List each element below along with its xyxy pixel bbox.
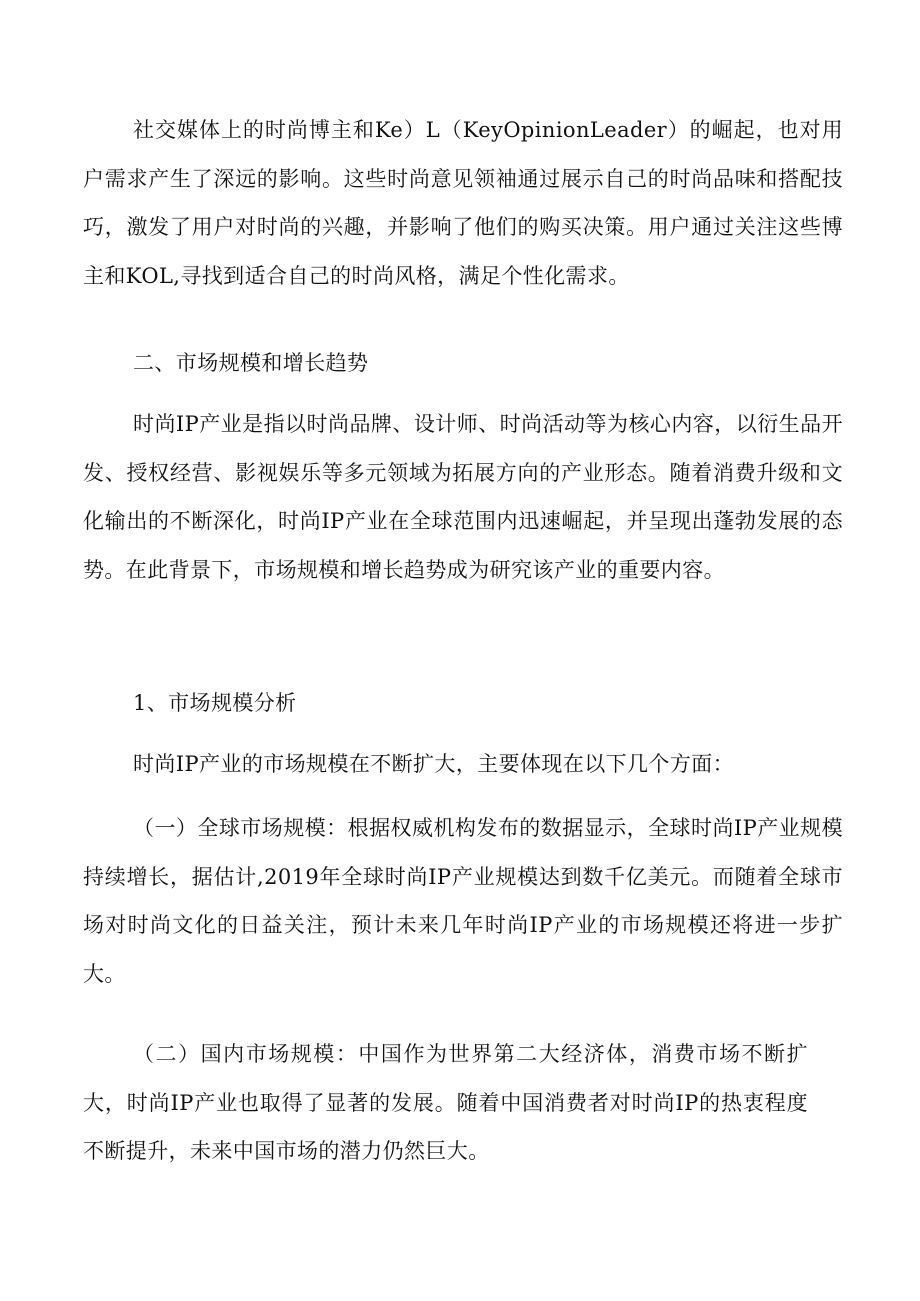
section-heading-market-scale: 二、市场规模和增长趋势 [133,351,369,375]
paragraph-domestic-market: （二）国内市场规模：中国作为世界第二大经济体，消费市场不断扩大，时尚IP产业也取得了显著的发展。随着中国消费者对时尚IP的热衷程度不断提升，未来中国市场的潜力仍然巨大。 [83,1042,808,1164]
paragraph-global-market: （一）全球市场规模：根据权威机构发布的数据显示，全球时尚IP产业规模持续增长，据估计,2019年全球时尚IP产业规模达到数千亿美元。而随着全球市场对时尚文化的日益关注，预计未来几年时尚IP产业的市场规模还将进一步扩大。 [83,816,843,986]
subsection-heading-market-analysis: 1、市场规模分析 [133,691,297,715]
paragraph-kol-influence: 社交媒体上的时尚博主和Ke）L（KeyOpinionLeader）的崛起，也对用户需求产生了深远的影响。这些时尚意见领袖通过展示自己的时尚品味和搭配技巧，激发了用户对时尚的兴趣，并影响了他们的购买决策。用户通过关注这些博主和KOL,寻找到适合自己的时尚风格，满足个性化需求。 [83,118,843,288]
paragraph-market-intro: 时尚IP产业的市场规模在不断扩大，主要体现在以下几个方面： [133,752,735,776]
paragraph-fashion-ip-definition: 时尚IP产业是指以时尚品牌、设计师、时尚活动等为核心内容，以衍生品开发、授权经营、影视娱乐等多元领域为拓展方向的产业形态。随着消费升级和文化输出的不断深化，时尚IP产业在全球范围内迅速崛起，并呈现出蓬勃发展的态势。在此背景下，市场规模和增长趋势成为研究该产业的重要内容。 [83,412,843,582]
